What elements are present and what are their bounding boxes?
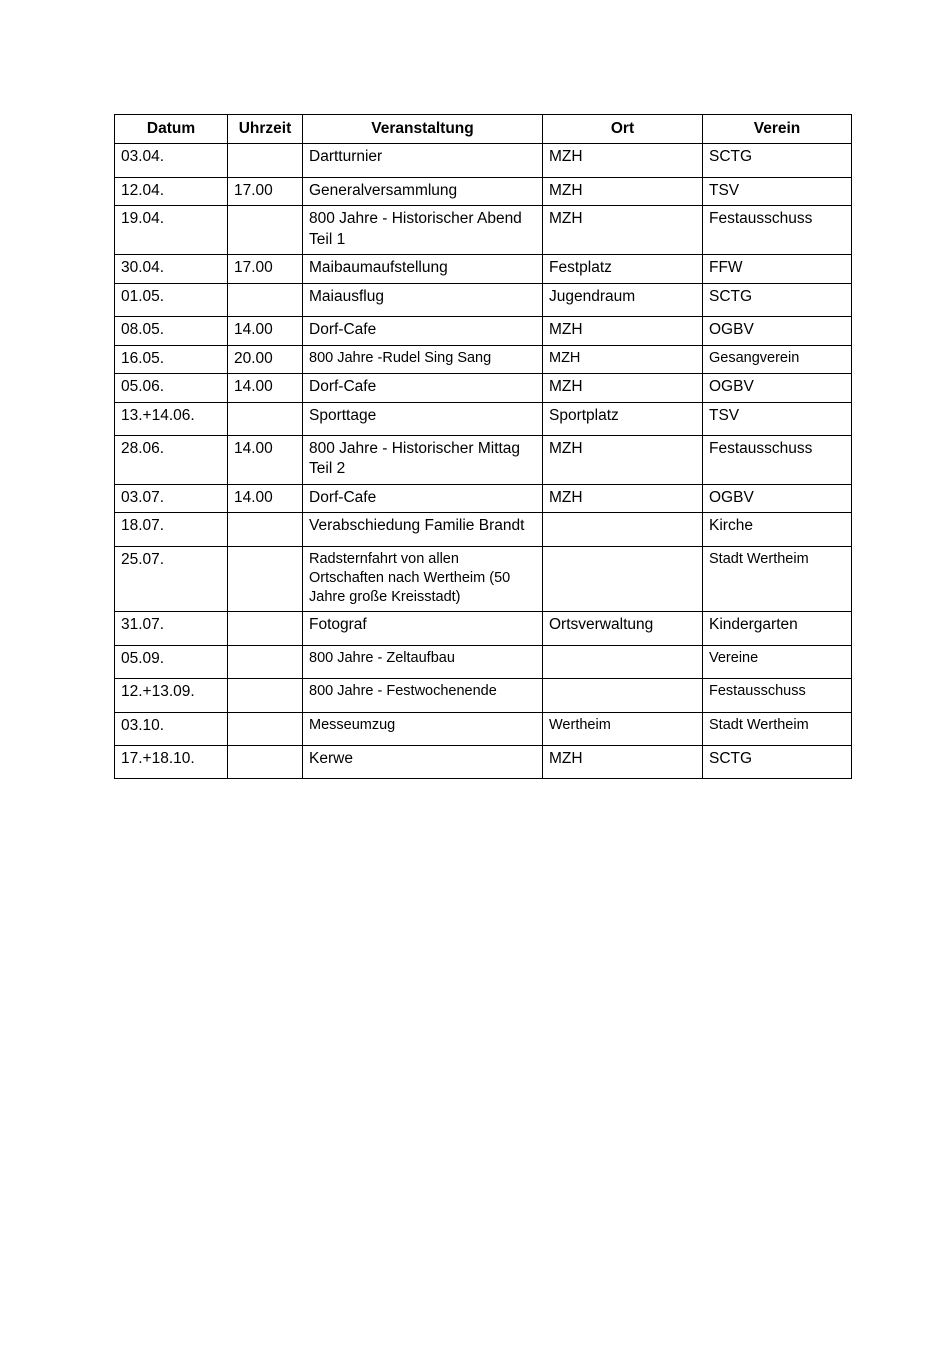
cell-veranstaltung: Dorf-Cafe [303, 317, 543, 345]
column-header-uhrzeit: Uhrzeit [228, 115, 303, 144]
table-row [115, 435, 852, 484]
cell-datum: 03.10. [115, 712, 228, 745]
cell-verein: Festausschuss [703, 206, 852, 255]
cell-veranstaltung: Dartturnier [303, 144, 543, 177]
cell-datum: 08.05. [115, 317, 228, 345]
cell-verein: SCTG [703, 144, 852, 177]
cell-verein: Kirche [703, 513, 852, 546]
cell-ort: Sportplatz [543, 402, 703, 435]
table-row [115, 317, 852, 345]
cell-veranstaltung: Sporttage [303, 402, 543, 435]
cell-datum: 01.05. [115, 283, 228, 316]
cell-veranstaltung: Dorf-Cafe [303, 484, 543, 512]
table-row [115, 645, 852, 678]
cell-veranstaltung: 800 Jahre - Zeltaufbau [303, 645, 543, 678]
column-header-ort: Ort [543, 115, 703, 144]
cell-verein: OGBV [703, 317, 852, 345]
cell-uhrzeit [228, 283, 303, 316]
cell-ort: Festplatz [543, 255, 703, 283]
cell-ort: MZH [543, 435, 703, 484]
cell-verein: Festausschuss [703, 679, 852, 712]
cell-verein: TSV [703, 177, 852, 205]
cell-uhrzeit: 20.00 [228, 345, 303, 373]
table-row [115, 255, 852, 283]
cell-uhrzeit [228, 546, 303, 611]
cell-ort: MZH [543, 745, 703, 778]
cell-verein: SCTG [703, 745, 852, 778]
cell-ort: Wertheim [543, 712, 703, 745]
table-row [115, 283, 852, 316]
cell-datum: 12.04. [115, 177, 228, 205]
cell-uhrzeit [228, 745, 303, 778]
cell-veranstaltung: Maibaumaufstellung [303, 255, 543, 283]
cell-uhrzeit [228, 513, 303, 546]
cell-ort: Ortsverwaltung [543, 612, 703, 645]
cell-uhrzeit: 14.00 [228, 484, 303, 512]
cell-veranstaltung: Messeumzug [303, 712, 543, 745]
table-row [115, 345, 852, 373]
cell-veranstaltung: Generalversammlung [303, 177, 543, 205]
table-row [115, 712, 852, 745]
cell-ort: MZH [543, 144, 703, 177]
cell-veranstaltung: Fotograf [303, 612, 543, 645]
cell-datum: 28.06. [115, 435, 228, 484]
table-row [115, 144, 852, 177]
cell-datum: 03.04. [115, 144, 228, 177]
table-header [115, 115, 852, 144]
table-row [115, 546, 852, 611]
cell-ort [543, 679, 703, 712]
cell-verein: Stadt Wertheim [703, 712, 852, 745]
table-row [115, 206, 852, 255]
cell-veranstaltung: 800 Jahre - Historischer Abend Teil 1 [303, 206, 543, 255]
cell-datum: 30.04. [115, 255, 228, 283]
cell-ort: MZH [543, 177, 703, 205]
cell-verein: SCTG [703, 283, 852, 316]
cell-veranstaltung: Maiausflug [303, 283, 543, 316]
cell-datum: 05.09. [115, 645, 228, 678]
cell-ort [543, 645, 703, 678]
cell-uhrzeit: 14.00 [228, 374, 303, 402]
cell-verein: OGBV [703, 484, 852, 512]
cell-uhrzeit: 14.00 [228, 435, 303, 484]
cell-verein: Gesangverein [703, 345, 852, 373]
table-row [115, 177, 852, 205]
cell-datum: 12.+13.09. [115, 679, 228, 712]
table-body [115, 144, 852, 779]
cell-ort: MZH [543, 345, 703, 373]
cell-ort: MZH [543, 206, 703, 255]
cell-uhrzeit [228, 144, 303, 177]
cell-datum: 17.+18.10. [115, 745, 228, 778]
cell-veranstaltung: 800 Jahre - Festwochenende [303, 679, 543, 712]
cell-ort: MZH [543, 374, 703, 402]
cell-veranstaltung: Dorf-Cafe [303, 374, 543, 402]
table-header-row [115, 115, 852, 144]
cell-uhrzeit [228, 712, 303, 745]
cell-uhrzeit [228, 679, 303, 712]
table-row [115, 679, 852, 712]
cell-datum: 25.07. [115, 546, 228, 611]
table-row [115, 612, 852, 645]
column-header-veranstaltung: Veranstaltung [303, 115, 543, 144]
table-row [115, 513, 852, 546]
cell-uhrzeit: 17.00 [228, 255, 303, 283]
cell-ort: Jugendraum [543, 283, 703, 316]
cell-uhrzeit: 17.00 [228, 177, 303, 205]
table-row [115, 745, 852, 778]
table-row [115, 484, 852, 512]
cell-verein: Festausschuss [703, 435, 852, 484]
cell-uhrzeit [228, 645, 303, 678]
cell-ort [543, 513, 703, 546]
schedule-table-container [114, 114, 851, 779]
cell-datum: 03.07. [115, 484, 228, 512]
cell-verein: Stadt Wertheim [703, 546, 852, 611]
cell-veranstaltung: 800 Jahre -Rudel Sing Sang [303, 345, 543, 373]
column-header-verein: Verein [703, 115, 852, 144]
cell-datum: 19.04. [115, 206, 228, 255]
cell-ort: MZH [543, 317, 703, 345]
cell-verein: TSV [703, 402, 852, 435]
cell-verein: OGBV [703, 374, 852, 402]
cell-datum: 13.+14.06. [115, 402, 228, 435]
cell-veranstaltung: Verabschiedung Familie Brandt [303, 513, 543, 546]
cell-uhrzeit [228, 402, 303, 435]
schedule-table [114, 114, 852, 779]
cell-veranstaltung: Radsternfahrt von allen Ortschaften nach Wertheim (50 Jahre große Kreisstadt) [303, 546, 543, 611]
table-row [115, 374, 852, 402]
cell-verein: Kindergarten [703, 612, 852, 645]
cell-verein: Vereine [703, 645, 852, 678]
cell-datum: 31.07. [115, 612, 228, 645]
cell-verein: FFW [703, 255, 852, 283]
column-header-datum: Datum [115, 115, 228, 144]
cell-veranstaltung: Kerwe [303, 745, 543, 778]
cell-uhrzeit [228, 612, 303, 645]
cell-uhrzeit: 14.00 [228, 317, 303, 345]
cell-datum: 05.06. [115, 374, 228, 402]
cell-veranstaltung: 800 Jahre - Historischer Mittag Teil 2 [303, 435, 543, 484]
cell-uhrzeit [228, 206, 303, 255]
cell-ort [543, 546, 703, 611]
cell-ort: MZH [543, 484, 703, 512]
cell-datum: 18.07. [115, 513, 228, 546]
table-row [115, 402, 852, 435]
cell-datum: 16.05. [115, 345, 228, 373]
